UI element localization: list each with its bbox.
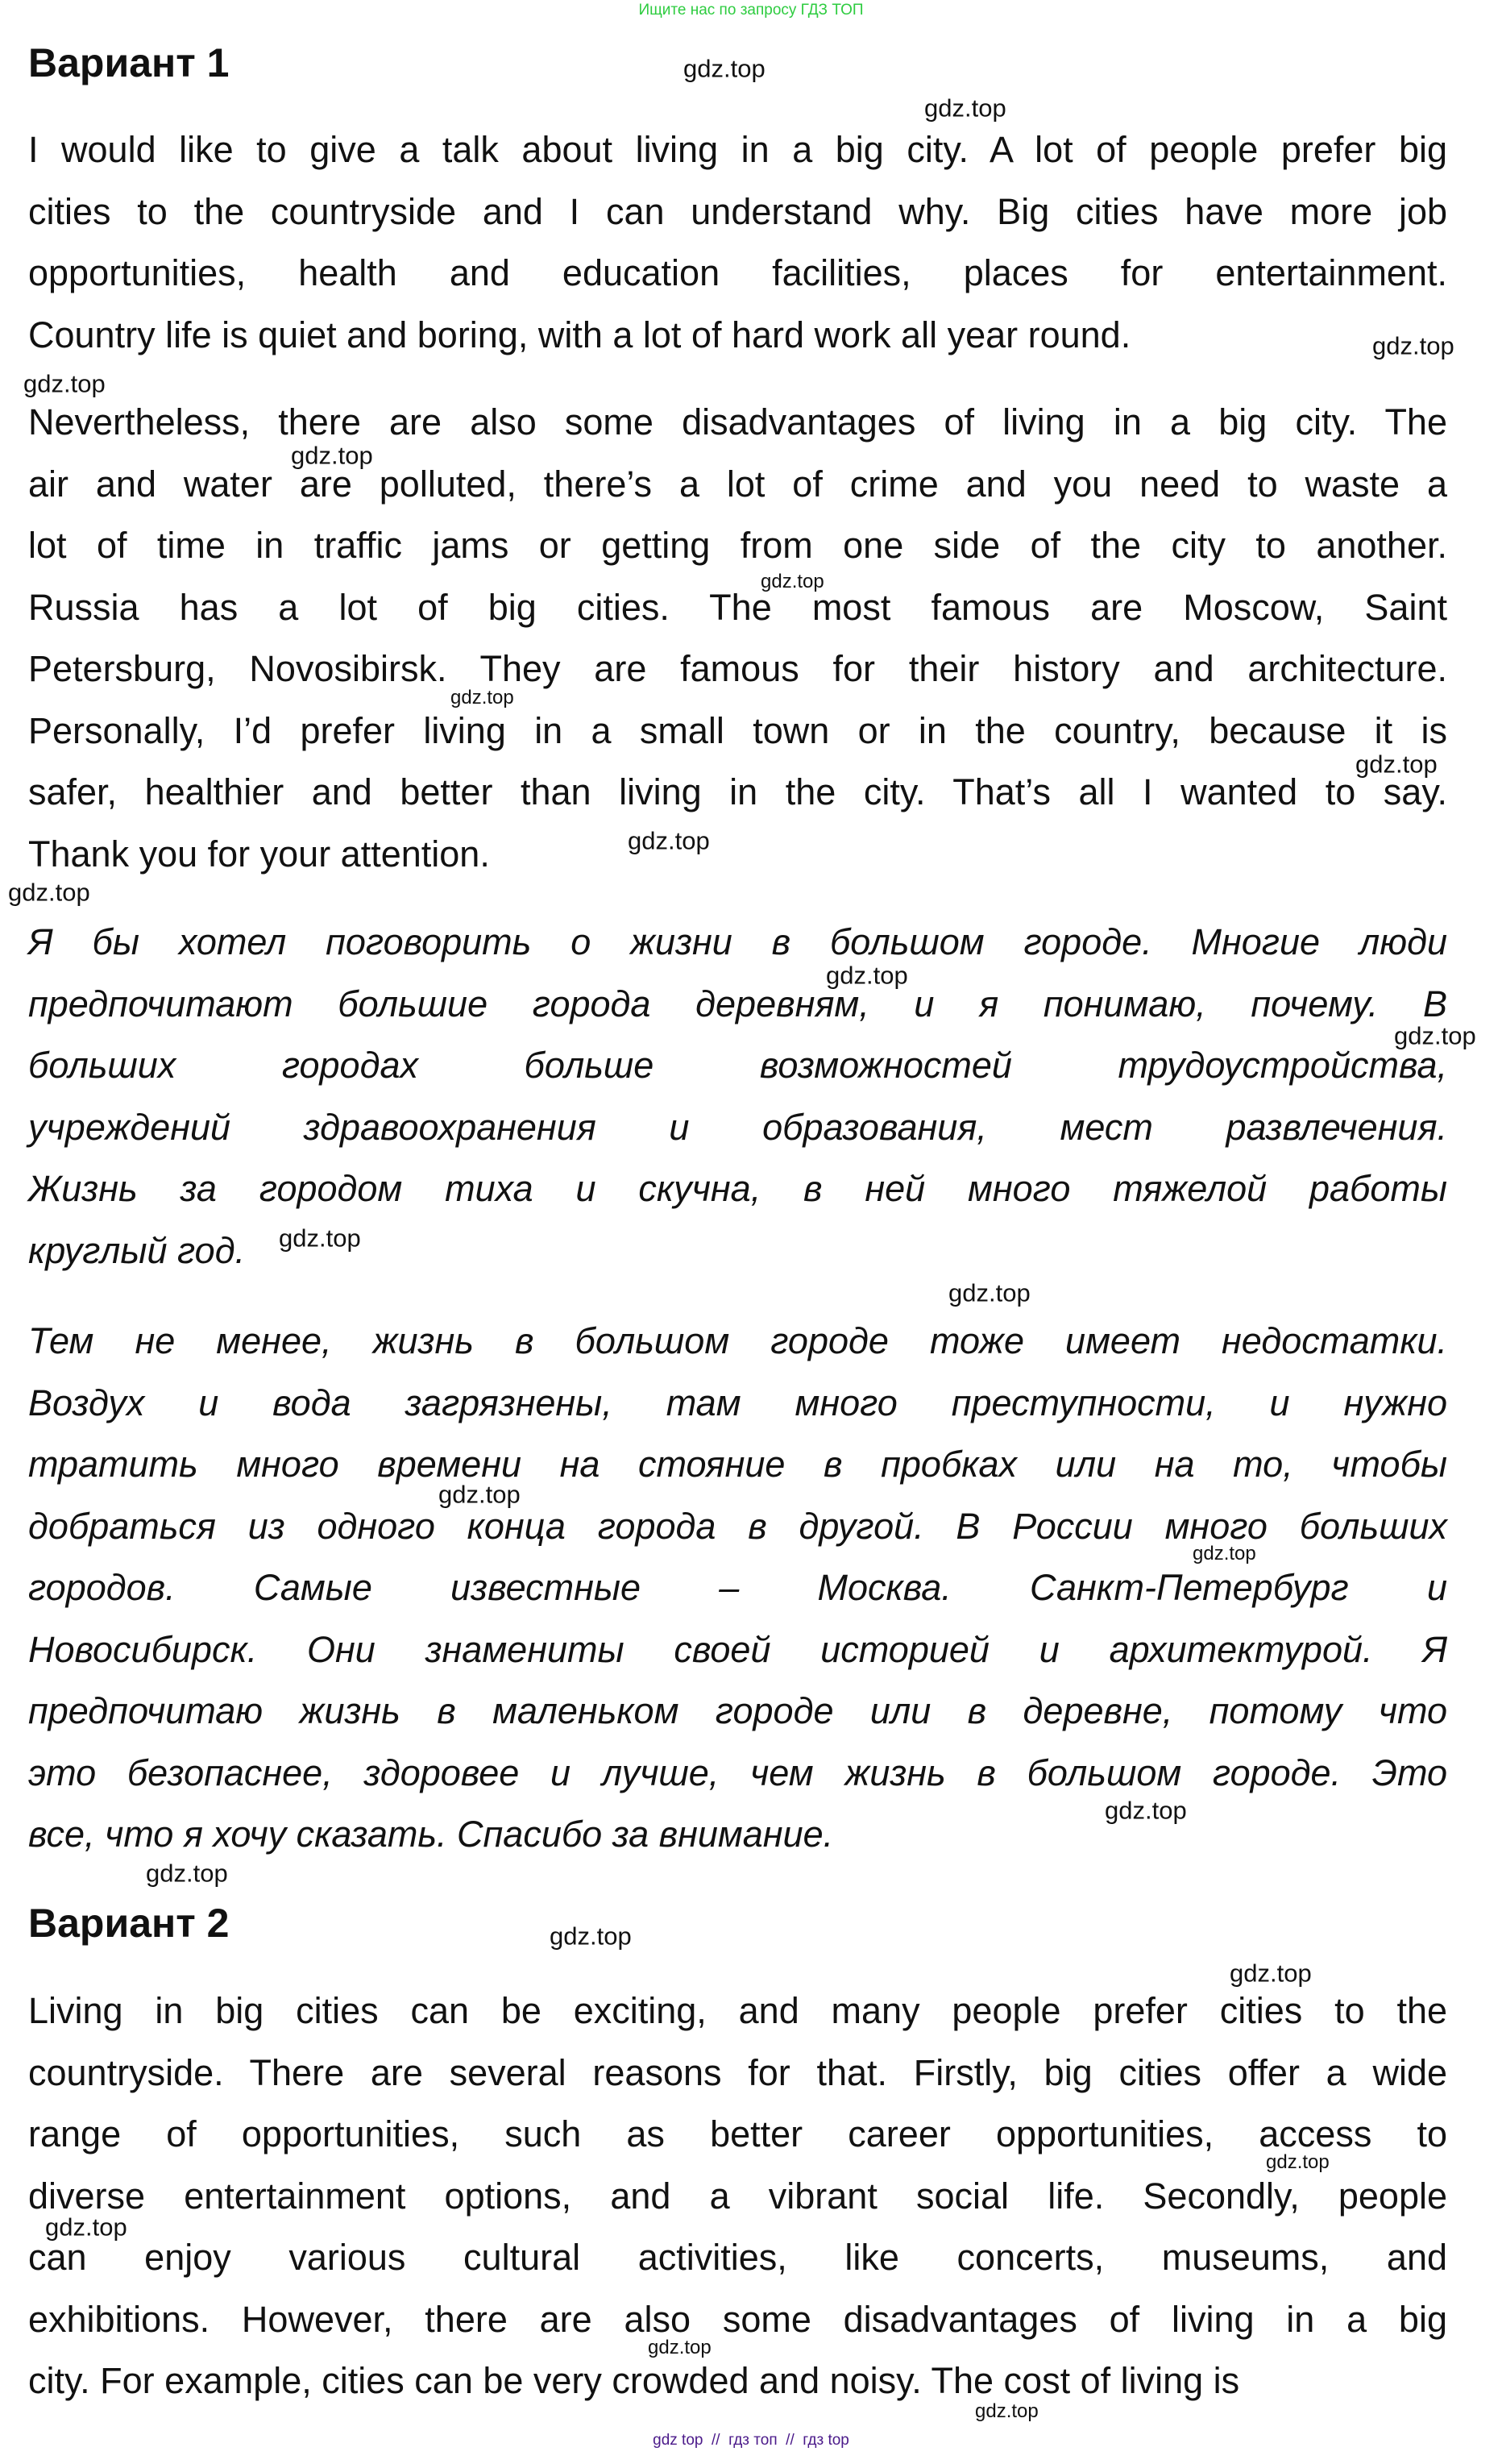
watermark: gdz.top xyxy=(1372,331,1454,360)
text-line: круглый год. xyxy=(28,1229,246,1271)
variant-2-heading: Вариант 2 xyxy=(28,1901,230,1946)
text-line: предпочитают большие города деревням, и я понимаю, почему. В xyxy=(28,983,1447,1024)
footer-banner: gdz top // гдз топ // гдз top xyxy=(653,2432,849,2449)
watermark: gdz.top xyxy=(146,1859,228,1888)
watermark: gdz.top xyxy=(683,54,766,83)
watermark: gdz.top xyxy=(1230,1959,1312,1988)
text-line: diverse entertainment options, and a vibrant social life. Secondly, people xyxy=(28,2175,1447,2217)
header-banner: Ищите нас по запросу ГДЗ ТОП xyxy=(638,2,864,19)
watermark: gdz.top xyxy=(438,1480,521,1509)
watermark: gdz.top xyxy=(550,1922,632,1951)
text-line: Personally, I’d prefer living in a small town or in the country, because it is xyxy=(28,709,1447,751)
watermark: gdz.top xyxy=(45,2213,127,2242)
watermark: gdz.top xyxy=(1355,750,1438,779)
text-line: countryside. There are several reasons for that. Firstly, big cities offer a wide xyxy=(28,2051,1447,2093)
text-line: air and water are polluted, there’s a lot of crime and you need to waste a xyxy=(28,463,1447,505)
text-line: добраться из одного конца города в другой. В России много больших xyxy=(28,1505,1447,1547)
text-line: учреждений здравоохранения и образования, мест развлечения. xyxy=(28,1106,1447,1148)
text-line: exhibitions. However, there are also some disadvantages of living in a big xyxy=(28,2298,1447,2340)
text-line: все, что я хочу сказать. Спасибо за внимание. xyxy=(28,1814,834,1855)
watermark: gdz.top xyxy=(826,961,908,990)
variant-1-heading: Вариант 1 xyxy=(28,40,230,85)
text-line: Country life is quiet and boring, with a lot of hard work all year round. xyxy=(28,314,1131,355)
watermark: gdz.top xyxy=(1105,1796,1187,1825)
watermark: gdz.top xyxy=(291,441,373,470)
text-line: opportunities, health and education facilities, places for entertainment. xyxy=(28,252,1447,293)
watermark: gdz.top xyxy=(450,687,514,708)
watermark: gdz.top xyxy=(648,2337,712,2358)
watermark: gdz.top xyxy=(761,571,824,592)
watermark: gdz.top xyxy=(279,1224,361,1253)
watermark: gdz.top xyxy=(23,369,106,398)
text-line: cities to the countryside and I can understand why. Big cities have more job xyxy=(28,190,1447,232)
variant-2-english-paragraph-1 xyxy=(28,1980,1447,2412)
text-line: тратить много времени на стояние в пробках или на то, чтобы xyxy=(28,1444,1447,1485)
watermark: gdz.top xyxy=(924,93,1006,123)
text-line: Тем не менее, жизнь в большом городе тоже имеет недостатки. xyxy=(28,1320,1447,1361)
text-line: I would like to give a talk about living in a big city. A lot of people prefer big xyxy=(28,129,1447,170)
watermark: gdz.top xyxy=(8,878,90,907)
text-line: Жизнь за городом тиха и скучна, в ней много тяжелой работы xyxy=(28,1168,1447,1209)
text-line: Russia has a lot of big cities. The most famous are Moscow, Saint xyxy=(28,586,1447,628)
watermark: gdz.top xyxy=(975,2400,1039,2422)
text-line: Petersburg, Novosibirsk. They are famous for their history and architecture. xyxy=(28,648,1447,689)
text-line: safer, healthier and better than living in the city. That’s all I wanted to say. xyxy=(28,771,1447,812)
text-line: Новосибирск. Они знамениты своей историей и архитектурой. Я xyxy=(28,1628,1447,1670)
variant-1-russian-paragraph-1 xyxy=(28,912,1447,1282)
text-line: Воздух и вода загрязнены, там много преступности, и нужно xyxy=(28,1382,1447,1423)
text-line: Living in big cities can be exciting, and many people prefer cities to the xyxy=(28,1990,1447,2031)
variant-1-russian-paragraph-2 xyxy=(28,1311,1447,1866)
text-line: Я бы хотел поговорить о жизни в большом городе. Многие люди xyxy=(28,921,1447,962)
text-line: range of opportunities, such as better career opportunities, access to xyxy=(28,2113,1447,2154)
watermark: gdz.top xyxy=(948,1278,1031,1307)
text-line: больших городах больше возможностей трудоустройства, xyxy=(28,1045,1447,1086)
variant-1-english-paragraph-2 xyxy=(28,392,1447,885)
text-line: lot of time in traffic jams or getting from one side of the city to another. xyxy=(28,525,1447,566)
text-line: Thank you for your attention. xyxy=(28,833,490,875)
text-line: предпочитаю жизнь в маленьком городе или в деревне, потому что xyxy=(28,1690,1447,1731)
text-line: городов. Самые известные – Москва. Санкт-Петербург и xyxy=(28,1567,1447,1608)
watermark: gdz.top xyxy=(628,826,710,855)
text-line: can enjoy various cultural activities, like concerts, museums, and xyxy=(28,2237,1447,2278)
watermark: gdz.top xyxy=(1266,2151,1330,2173)
watermark: gdz.top xyxy=(1193,1543,1256,1564)
variant-1-english-paragraph-1 xyxy=(28,119,1447,366)
watermark: gdz.top xyxy=(1394,1021,1476,1050)
text-line: это безопаснее, здоровее и лучше, чем жизнь в большом городе. Это xyxy=(28,1751,1447,1793)
text-line: city. For example, cities can be very crowded and noisy. The cost of living is xyxy=(28,2360,1240,2401)
text-line: Nevertheless, there are also some disadvantages of living in a big city. The xyxy=(28,401,1447,443)
